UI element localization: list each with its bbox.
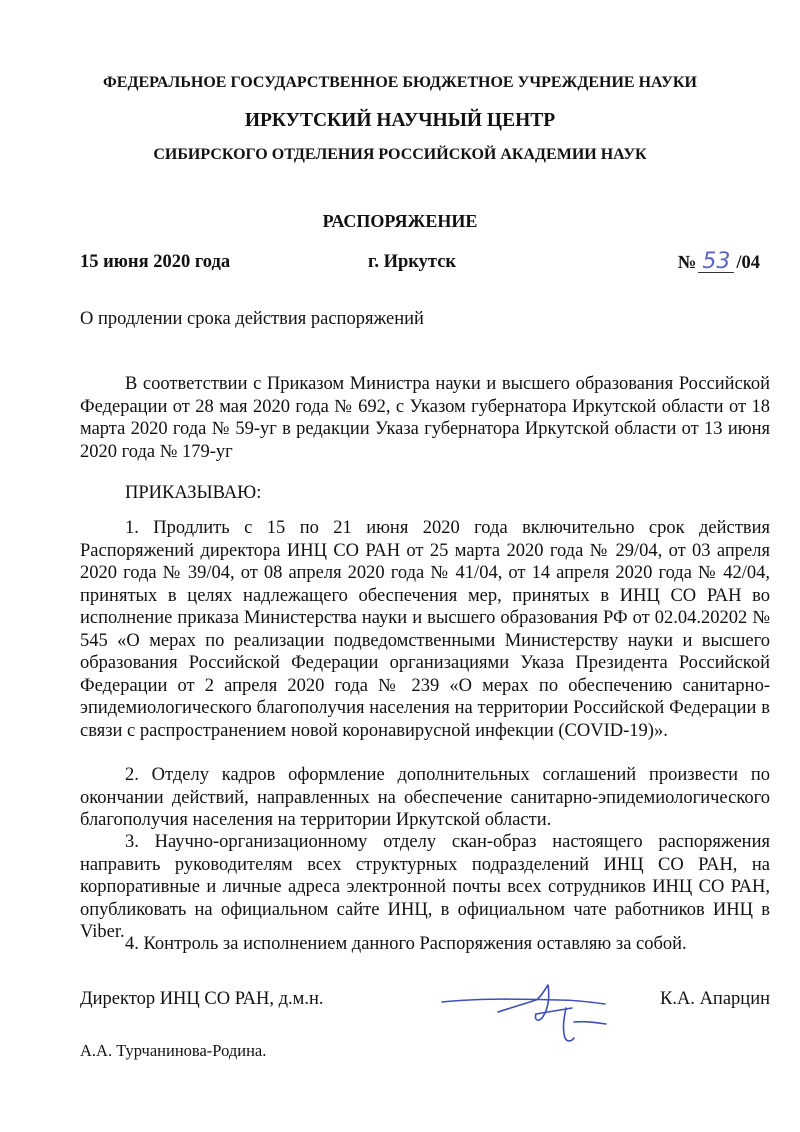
item-1-paragraph: 1. Продлить с 15 по 21 июня 2020 года включительно срок действия Распоряжений директора ИНЦ СО РАН от 25 марта 2020 года № 29/04, от 03 апреля 2020 года № 39/04, от 08 апреля 2020 года № 41/04, от 14 апреля 2020 года № 42/04, принятых в целях надлежащего обеспечения мер, принятых в ИНЦ СО РАН во исполнение приказа Министерства науки и высшего образования РФ от 02.04.20202 № 545 «О мерах по реализации подведомственными Министерству науки и высшего образования Российской Федерации организациями Указа Президента Российской Федерации от 2 апреля 2020 года № 239 «О мерах по обеспечению санитарно-эпидемиологического благополучия населения на территории Российской Федерации в связи с распространением новой коронавирусной инфекции (COVID-19)».	[80, 518, 770, 741]
handwritten-signature	[440, 982, 615, 1044]
item-2-paragraph: 2. Отделу кадров оформление дополнительных соглашений произвести по окончании действий, направленных на обеспечение санитарно-эпидемиологического благополучия населения на территории Иркутской области.	[80, 765, 770, 830]
number-prefix: №	[677, 253, 697, 273]
org-line-3: СИБИРСКОГО ОТДЕЛЕНИЯ РОССИЙСКОЙ АКАДЕМИИ НАУК	[153, 146, 647, 163]
org-line-1: ФЕДЕРАЛЬНОЕ ГОСУДАРСТВЕННОЕ БЮДЖЕТНОЕ УЧРЕЖДЕНИЕ НАУКИ	[103, 74, 697, 91]
signer-position: Директор ИНЦ СО РАН, д.м.н.	[80, 989, 324, 1009]
intro-paragraph: В соответствии с Приказом Министра науки и высшего образования Российской Федерации от 28 мая 2020 года № 692, с Указом губернатора Иркутской области от 18 марта 2020 года № 59-уг в редакции Указа губернатора Иркутской области от 13 июня 2020 года № 179-уг	[80, 374, 770, 462]
item-3-paragraph: 3. Научно-организационному отделу скан-образ настоящего распоряжения направить руководителям всех структурных подразделений ИНЦ СО РАН, на корпоративные и личные адреса электронной почты всех сотрудников ИНЦ СО РАН, опубликовать на официальном сайте ИНЦ, в официальном чате работников ИНЦ в Viber.	[80, 832, 770, 942]
document-type: РАСПОРЯЖЕНИЕ	[322, 211, 478, 231]
document-subject: О продлении срока действия распоряжений	[80, 309, 424, 329]
document-city: г. Иркутск	[368, 252, 457, 272]
number-suffix: /04	[736, 253, 760, 273]
order-word: ПРИКАЗЫВАЮ:	[125, 483, 262, 503]
handwritten-number: 53	[698, 252, 734, 273]
document-date: 15 июня 2020 года	[80, 252, 231, 272]
item-4-paragraph: 4. Контроль за исполнением данного Распоряжения оставляю за собой.	[125, 934, 687, 954]
executor-name: А.А. Турчанинова-Родина.	[80, 1041, 267, 1060]
document-number	[677, 249, 760, 274]
org-line-2: ИРКУТСКИЙ НАУЧНЫЙ ЦЕНТР	[244, 110, 556, 131]
signer-name: К.А. Апарцин	[660, 989, 770, 1009]
